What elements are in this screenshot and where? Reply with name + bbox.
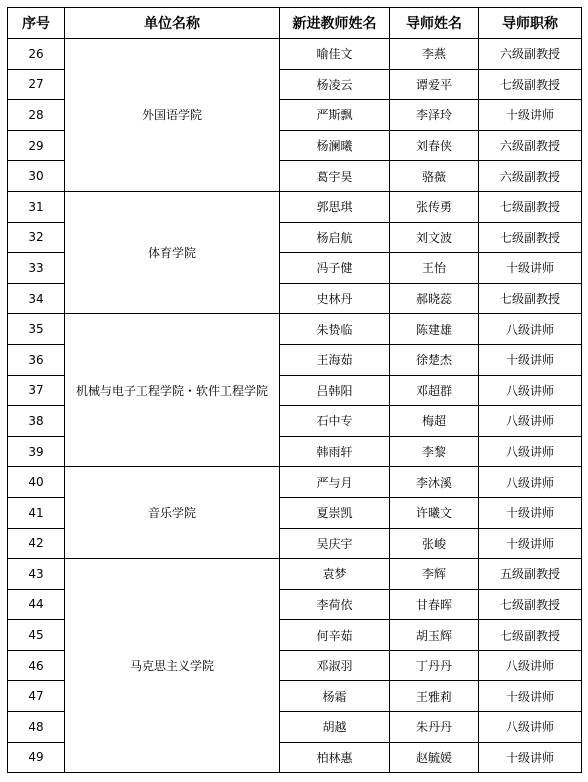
- cell-unit-name: 音乐学院: [65, 467, 280, 559]
- cell-mentor-name: 梅超: [390, 406, 479, 437]
- cell-new-teacher-name: 胡越: [280, 712, 390, 743]
- cell-mentor-name: 刘文波: [390, 222, 479, 253]
- header-mentor-name: 导师姓名: [390, 8, 479, 39]
- cell-mentor-title: 七级副教授: [479, 283, 582, 314]
- cell-serial-number: 49: [8, 742, 65, 773]
- cell-mentor-title: 五级副教授: [479, 559, 582, 590]
- cell-serial-number: 44: [8, 589, 65, 620]
- cell-mentor-name: 朱丹丹: [390, 712, 479, 743]
- cell-serial-number: 40: [8, 467, 65, 498]
- cell-mentor-title: 十级讲师: [479, 742, 582, 773]
- cell-mentor-name: 胡玉辉: [390, 620, 479, 651]
- cell-mentor-name: 徐楚杰: [390, 344, 479, 375]
- cell-serial-number: 33: [8, 253, 65, 284]
- cell-new-teacher-name: 杨凌云: [280, 69, 390, 100]
- cell-new-teacher-name: 吴庆宇: [280, 528, 390, 559]
- cell-unit-name: 机械与电子工程学院・软件工程学院: [65, 314, 280, 467]
- cell-new-teacher-name: 袁梦: [280, 559, 390, 590]
- cell-new-teacher-name: 韩雨轩: [280, 436, 390, 467]
- cell-mentor-title: 八级讲师: [479, 436, 582, 467]
- cell-mentor-title: 十级讲师: [479, 100, 582, 131]
- cell-unit-name: 外国语学院: [65, 39, 280, 192]
- cell-mentor-name: 谭爱平: [390, 69, 479, 100]
- table-row: [8, 559, 582, 590]
- cell-mentor-title: 十级讲师: [479, 253, 582, 284]
- cell-serial-number: 46: [8, 650, 65, 681]
- cell-new-teacher-name: 何辛茹: [280, 620, 390, 651]
- cell-mentor-title: 六级副教授: [479, 130, 582, 161]
- cell-serial-number: 31: [8, 191, 65, 222]
- header-unit-name: 单位名称: [65, 8, 280, 39]
- mentor-assignment-table: [7, 7, 582, 773]
- cell-mentor-name: 李燕: [390, 39, 479, 70]
- cell-serial-number: 45: [8, 620, 65, 651]
- cell-mentor-title: 十级讲师: [479, 681, 582, 712]
- cell-new-teacher-name: 柏林惠: [280, 742, 390, 773]
- cell-mentor-name: 骆薇: [390, 161, 479, 192]
- cell-serial-number: 47: [8, 681, 65, 712]
- cell-mentor-name: 王雅莉: [390, 681, 479, 712]
- cell-mentor-name: 王怡: [390, 253, 479, 284]
- cell-new-teacher-name: 王海茹: [280, 344, 390, 375]
- cell-mentor-name: 许曦文: [390, 497, 479, 528]
- table-row: [8, 39, 582, 70]
- header-mentor-title: 导师职称: [479, 8, 582, 39]
- header-row: [8, 8, 582, 39]
- cell-serial-number: 48: [8, 712, 65, 743]
- cell-mentor-title: 七级副教授: [479, 191, 582, 222]
- cell-mentor-title: 八级讲师: [479, 467, 582, 498]
- header-new-teacher-name: 新进教师姓名: [280, 8, 390, 39]
- cell-serial-number: 42: [8, 528, 65, 559]
- cell-new-teacher-name: 郭思琪: [280, 191, 390, 222]
- cell-mentor-name: 李沐溪: [390, 467, 479, 498]
- cell-new-teacher-name: 杨霜: [280, 681, 390, 712]
- cell-new-teacher-name: 石中专: [280, 406, 390, 437]
- cell-mentor-name: 刘春侠: [390, 130, 479, 161]
- table-row: [8, 191, 582, 222]
- cell-new-teacher-name: 朱贽临: [280, 314, 390, 345]
- cell-new-teacher-name: 严斯飘: [280, 100, 390, 131]
- header-serial-number: 序号: [8, 8, 65, 39]
- cell-serial-number: 37: [8, 375, 65, 406]
- cell-new-teacher-name: 葛宇昊: [280, 161, 390, 192]
- cell-serial-number: 36: [8, 344, 65, 375]
- cell-new-teacher-name: 杨启航: [280, 222, 390, 253]
- cell-serial-number: 30: [8, 161, 65, 192]
- cell-mentor-name: 李辉: [390, 559, 479, 590]
- cell-mentor-title: 六级副教授: [479, 39, 582, 70]
- cell-mentor-name: 李黎: [390, 436, 479, 467]
- cell-mentor-title: 十级讲师: [479, 528, 582, 559]
- cell-mentor-title: 八级讲师: [479, 406, 582, 437]
- cell-mentor-title: 十级讲师: [479, 344, 582, 375]
- cell-mentor-name: 张峻: [390, 528, 479, 559]
- table-row: [8, 467, 582, 498]
- cell-mentor-title: 八级讲师: [479, 650, 582, 681]
- cell-unit-name: 体育学院: [65, 191, 280, 313]
- document-page: [7, 7, 582, 773]
- cell-mentor-title: 七级副教授: [479, 620, 582, 651]
- cell-new-teacher-name: 严与月: [280, 467, 390, 498]
- cell-mentor-title: 七级副教授: [479, 222, 582, 253]
- cell-serial-number: 27: [8, 69, 65, 100]
- cell-new-teacher-name: 李荷依: [280, 589, 390, 620]
- cell-new-teacher-name: 史林丹: [280, 283, 390, 314]
- cell-mentor-title: 八级讲师: [479, 375, 582, 406]
- cell-serial-number: 38: [8, 406, 65, 437]
- cell-serial-number: 28: [8, 100, 65, 131]
- cell-mentor-name: 陈建雄: [390, 314, 479, 345]
- cell-serial-number: 39: [8, 436, 65, 467]
- cell-new-teacher-name: 吕韩阳: [280, 375, 390, 406]
- cell-new-teacher-name: 喻佳文: [280, 39, 390, 70]
- cell-serial-number: 41: [8, 497, 65, 528]
- cell-mentor-name: 郝晓蕊: [390, 283, 479, 314]
- cell-new-teacher-name: 杨澜曦: [280, 130, 390, 161]
- table-row: [8, 314, 582, 345]
- cell-mentor-title: 七级副教授: [479, 69, 582, 100]
- cell-mentor-title: 八级讲师: [479, 314, 582, 345]
- cell-new-teacher-name: 冯子健: [280, 253, 390, 284]
- cell-mentor-name: 甘春晖: [390, 589, 479, 620]
- cell-mentor-title: 十级讲师: [479, 497, 582, 528]
- cell-new-teacher-name: 邓淑羽: [280, 650, 390, 681]
- cell-unit-name: 马克思主义学院: [65, 559, 280, 773]
- cell-mentor-name: 张传勇: [390, 191, 479, 222]
- table-body: [8, 39, 582, 773]
- cell-mentor-name: 李泽玲: [390, 100, 479, 131]
- cell-mentor-name: 丁丹丹: [390, 650, 479, 681]
- cell-serial-number: 34: [8, 283, 65, 314]
- cell-serial-number: 35: [8, 314, 65, 345]
- table-header: [8, 8, 582, 39]
- cell-serial-number: 43: [8, 559, 65, 590]
- cell-mentor-title: 六级副教授: [479, 161, 582, 192]
- cell-mentor-name: 赵毓媛: [390, 742, 479, 773]
- cell-mentor-name: 邓超群: [390, 375, 479, 406]
- cell-serial-number: 26: [8, 39, 65, 70]
- cell-serial-number: 32: [8, 222, 65, 253]
- cell-new-teacher-name: 夏崇凯: [280, 497, 390, 528]
- cell-mentor-title: 七级副教授: [479, 589, 582, 620]
- cell-serial-number: 29: [8, 130, 65, 161]
- cell-mentor-title: 八级讲师: [479, 712, 582, 743]
